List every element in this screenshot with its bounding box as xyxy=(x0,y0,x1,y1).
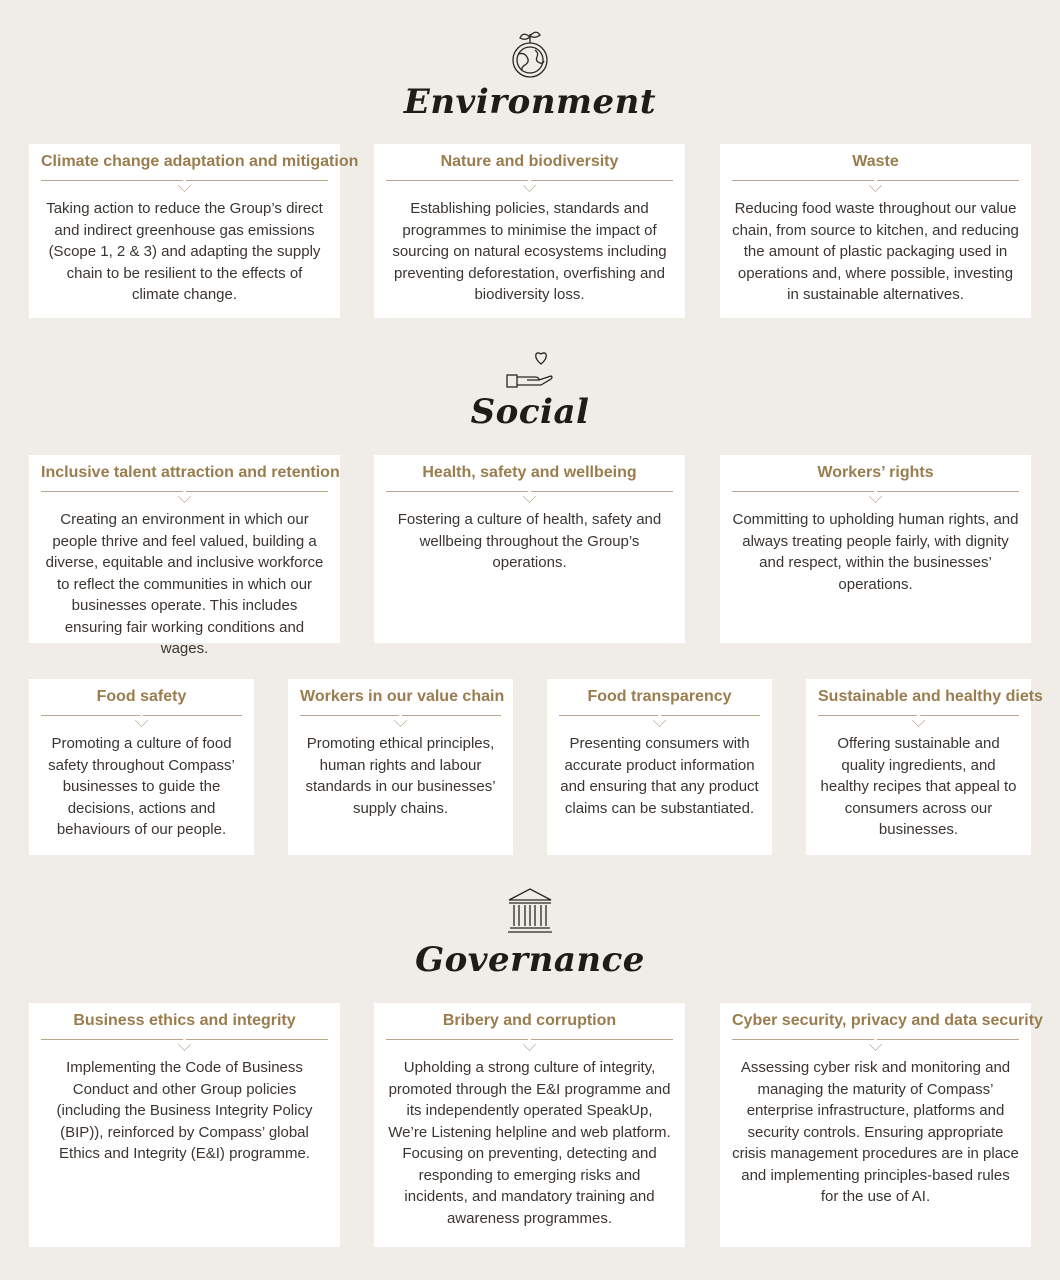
card-body: Implementing the Code of Business Conduct and other Group policies (including the Business Integrity Policy (BIP)), reinforced by Compass’ global Ethics and Integrity (E&I) programme. xyxy=(56,1059,313,1162)
hand-heart-icon xyxy=(505,348,555,395)
card-inclusive-talent xyxy=(29,455,340,657)
card-body: Fostering a culture of health, safety and wellbeing throughout the Group’s operations. xyxy=(397,511,662,571)
card-title: Bribery and corruption xyxy=(442,1012,617,1029)
card-body: Committing to upholding human rights, and always treating people fairly, with dignity and respect, within the businesses’ operations. xyxy=(732,511,1019,593)
divider xyxy=(818,715,1019,716)
building-columns-icon xyxy=(505,886,555,943)
card-title: Nature and biodiversity xyxy=(440,153,619,170)
divider xyxy=(300,715,501,716)
card-health-safety xyxy=(374,455,685,643)
card-workers-value-chain xyxy=(288,679,513,855)
card-body: Presenting consumers with accurate product information and ensuring that any product claims can be substantiated. xyxy=(560,735,759,817)
card-business-ethics xyxy=(29,1003,340,1247)
divider xyxy=(41,715,242,716)
card-climate-change xyxy=(29,144,359,318)
card-body: Taking action to reduce the Group’s direct and indirect greenhouse gas emissions (Scope 1, 2 & 3) and adapting the supply chain to be resilient to the effects of climate change. xyxy=(46,200,323,303)
globe-sprout-icon xyxy=(505,28,555,85)
divider xyxy=(732,180,1019,181)
card-workers-rights xyxy=(720,455,1031,643)
card-title: Climate change adaptation and mitigation xyxy=(41,153,359,170)
divider xyxy=(386,180,673,181)
card-body: Offering sustainable and quality ingredients, and healthy recipes that appeal to consumers across our businesses. xyxy=(820,735,1017,838)
card-title: Health, safety and wellbeing xyxy=(422,464,637,481)
card-cyber-security xyxy=(720,1003,1043,1247)
section-title-environment: Environment xyxy=(403,82,657,122)
card-title: Workers in our value chain xyxy=(300,688,505,705)
card-body: Promoting ethical principles, human rights and labour standards in our businesses’ supply chains. xyxy=(305,735,496,817)
card-food-safety xyxy=(29,679,254,855)
card-title: Business ethics and integrity xyxy=(73,1012,296,1029)
card-body: Upholding a strong culture of integrity, promoted through the E&I programme and its independently operated SpeakUp, We’re Listening helpline and web platform. Focusing on preventing, detecting and responding to emerging risks and incidents, and mandatory training and awareness programmes. xyxy=(388,1059,671,1227)
card-title: Waste xyxy=(852,153,899,170)
card-waste xyxy=(720,144,1031,318)
card-body: Establishing policies, standards and programmes to minimise the impact of sourcing on natural ecosystems including preventing deforestation, overfishing and biodiversity loss. xyxy=(392,200,667,303)
card-title: Food safety xyxy=(96,688,187,705)
card-title: Food transparency xyxy=(587,688,732,705)
card-bribery-corruption xyxy=(374,1003,685,1247)
card-body: Assessing cyber risk and monitoring and managing the maturity of Compass’ enterprise infrastructure, platforms and security controls. Ensuring appropriate crisis management procedures are in place and implementing principles-based rules for the use of AI. xyxy=(732,1059,1019,1205)
section-title-social: Social xyxy=(470,392,590,432)
divider xyxy=(386,1039,673,1040)
divider xyxy=(41,1039,328,1040)
divider xyxy=(386,491,673,492)
card-title: Inclusive talent attraction and retention xyxy=(41,464,340,481)
card-food-transparency xyxy=(547,679,772,855)
card-sustainable-diets xyxy=(806,679,1043,855)
card-title: Cyber security, privacy and data security xyxy=(732,1012,1043,1029)
card-title: Sustainable and healthy diets xyxy=(818,688,1043,705)
card-body: Promoting a culture of food safety throughout Compass’ businesses to guide the decisions, actions and behaviours of our people. xyxy=(48,735,235,838)
divider xyxy=(559,715,760,716)
card-nature-biodiversity xyxy=(374,144,685,318)
card-body: Creating an environment in which our people thrive and feel valued, building a diverse, equitable and inclusive workforce to reflect the communities in which our businesses operate. This includes ensuring fair working conditions and wages. xyxy=(45,511,324,657)
divider xyxy=(732,1039,1019,1040)
section-title-governance: Governance xyxy=(415,940,645,980)
divider xyxy=(41,180,328,181)
divider xyxy=(41,491,328,492)
card-title: Workers’ rights xyxy=(817,464,934,481)
divider xyxy=(732,491,1019,492)
card-body: Reducing food waste throughout our value chain, from source to kitchen, and reducing the amount of plastic packaging used in operations and, where possible, investing in sustainable alternatives. xyxy=(732,200,1019,303)
